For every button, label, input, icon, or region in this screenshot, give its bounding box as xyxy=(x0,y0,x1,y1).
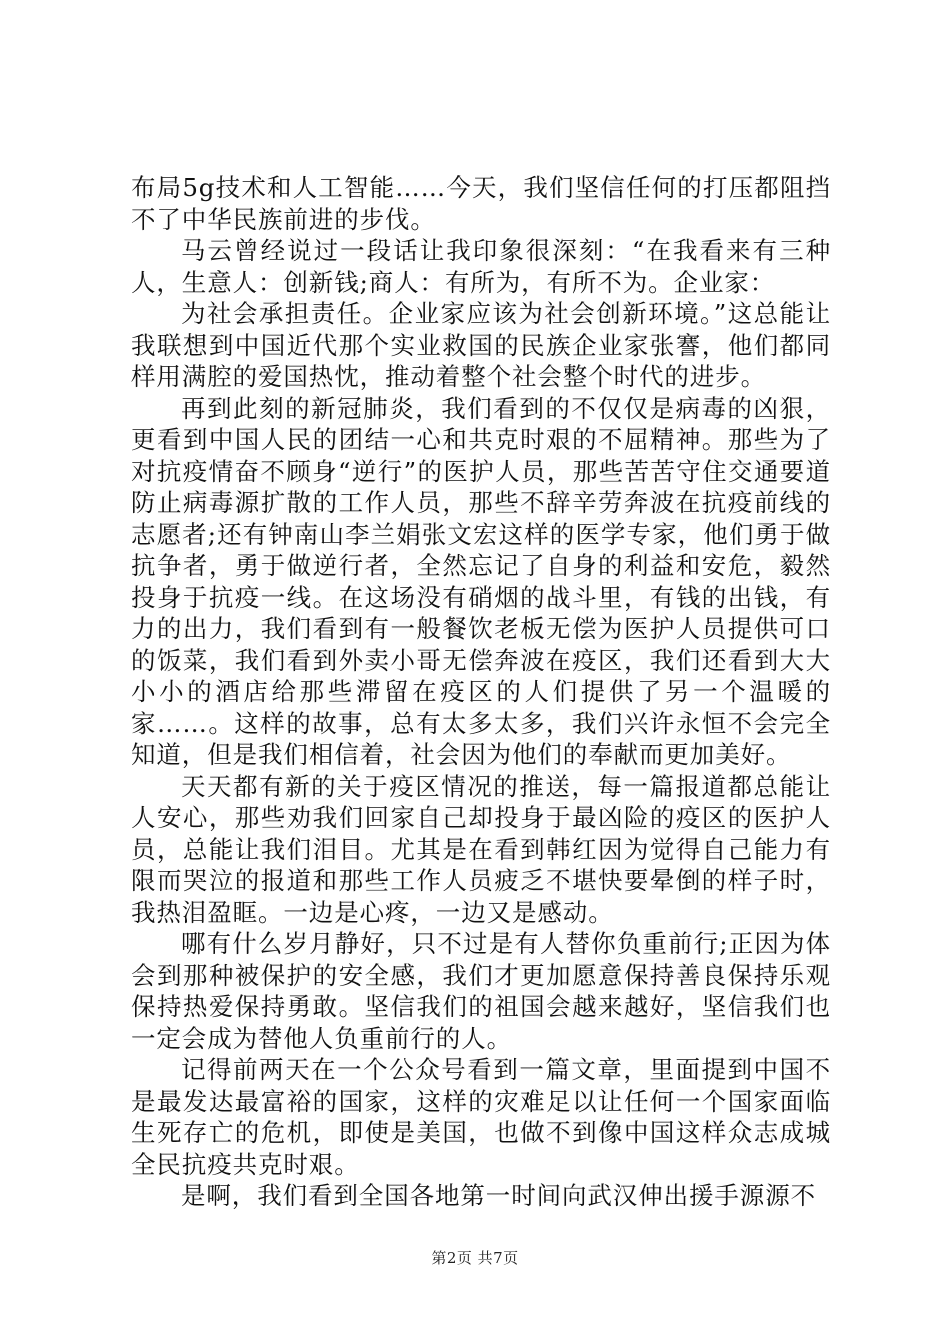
paragraph-1: 布局5g技术和人工智能……今天，我们坚信任何的打压都阻挡不了中华民族前进的步伐。 xyxy=(131,173,831,234)
document-body xyxy=(131,172,831,1212)
page-number-footer: 第2页 共7页 xyxy=(431,1249,519,1267)
paragraph-3: 为社会承担责任。企业家应该为社会创新环境。”这总能让我联想到中国近代那个实业救国的民族企业家张謇，他们都同样用满腔的爱国热忱，推动着整个社会整个时代的进步。 xyxy=(131,299,831,391)
paragraph-2: 马云曾经说过一段话让我印象很深刻：“在我看来有三种人，生意人：创新钱;商人：有所为，有所不为。企业家： xyxy=(131,236,831,297)
paragraph-8: 是啊，我们看到全国各地第一时间向武汉伸出援手源源不 xyxy=(181,1181,816,1210)
paragraph-4: 再到此刻的新冠肺炎，我们看到的不仅仅是病毒的凶狠，更看到中国人民的团结一心和共克时艰的不屈精神。那些为了对抗疫情奋不顾身“逆行”的医护人员，那些苦苦守住交通要道防止病毒源扩散的工作人员，那些不辞辛劳奔波在抗疫前线的志愿者;还有钟南山李兰娟张文宏这样的医学专家，他们勇于做抗争者，勇于做逆行者，全然忘记了自身的利益和安危，毅然投身于抗疫一线。在这场没有硝烟的战斗里，有钱的出钱，有力的出力，我们看到有一般餐饮老板无偿为医护人员提供可口的饭菜，我们看到外卖小哥无偿奔波在疫区，我们还看到大大小小的酒店给那些滞留在疫区的人们提供了另一个温暖的家……。这样的故事，总有太多太多，我们兴许永恒不会完全知道，但是我们相信着，社会因为他们的奉献而更加美好。 xyxy=(131,393,831,769)
paragraph-5: 天天都有新的关于疫区情况的推送，每一篇报道都总能让人安心，那些劝我们回家自己却投身于最凶险的疫区的医护人员，总能让我们泪目。尤其是在看到韩红因为觉得自己能力有限而哭泣的报道和那些工作人员疲乏不堪快要晕倒的样子时，我热泪盈眶。一边是心疼，一边又是感动。 xyxy=(131,771,831,927)
paragraph-7: 记得前两天在一个公众号看到一篇文章，里面提到中国不是最发达最富裕的国家，这样的灾难足以让任何一个国家面临生死存亡的危机，即使是美国，也做不到像中国这样众志成城全民抗疫共克时艰。 xyxy=(131,1055,831,1179)
paragraph-6: 哪有什么岁月静好，只不过是有人替你负重前行;正因为体会到那种被保护的安全感，我们才更加愿意保持善良保持乐观保持热爱保持勇敢。坚信我们的祖国会越来越好，坚信我们也一定会成为替他人负重前行的人。 xyxy=(131,929,831,1053)
